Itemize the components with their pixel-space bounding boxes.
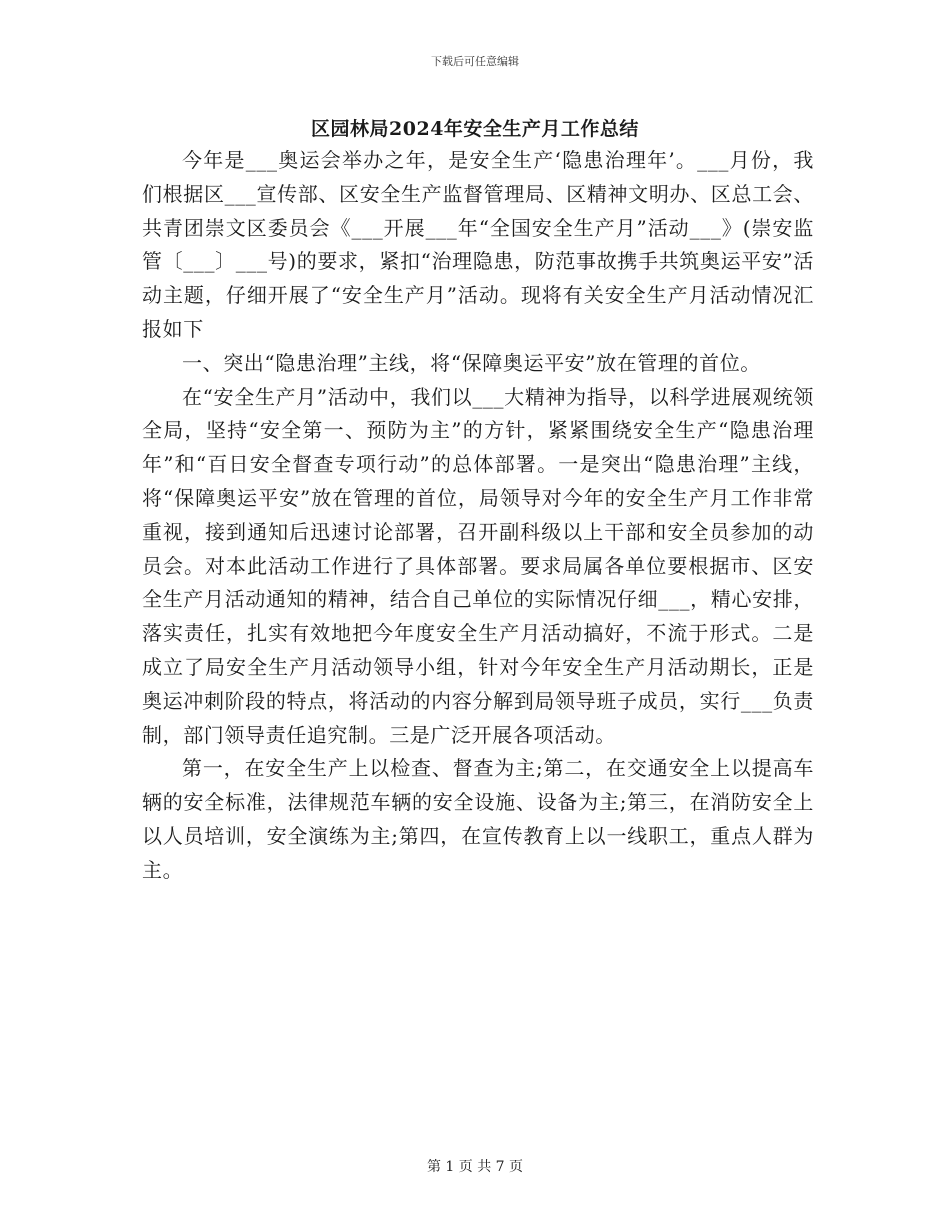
paragraph-section-heading: 一、突出“隐患治理”主线，将“保障奥运平安”放在管理的首位。 — [182, 350, 761, 375]
page-number: 第 1 页 共 7 页 — [426, 1159, 524, 1175]
paragraph-priorities: 第一，在安全生产上以检查、督查为主;第二，在交通安全上以提高车辆的安全标准，法律规范车辆的安全设施、设备为主;第三，在消防安全上以人员培训，安全演练为主;第四，在宣传教育上以一线职工，重点人群为主。 — [142, 756, 814, 882]
header-note: 下载后可任意编辑 — [431, 55, 519, 68]
paragraph-intro: 今年是___奥运会举办之年，是安全生产‘隐患治理年’。___月份，我们根据区___宣传部、区安全生产监督管理局、区精神文明办、区总工会、共青团崇文区委员会《___开展___年“全国安全生产月”活动___》(崇安监管〔___〕___号)的要求，紧扣“治理隐患，防范事故携手共筑奥运平安”活动主题，仔细开展了“安全生产月”活动。现将有关安全生产月活动情况汇报如下 — [142, 148, 814, 341]
document-title: 区园林局2024年安全生产月工作总结 — [311, 118, 639, 140]
paragraph-activities: 在“安全生产月”活动中，我们以___大精神为指导，以科学进展观统领全局，坚持“安全第一、预防为主”的方针，紧紧围绕安全生产“隐患治理年”和“百日安全督查专项行动”的总体部署。一是突出“隐患治理”主线，将“保障奥运平安”放在管理的首位，局领导对今年的安全生产月工作非常重视，接到通知后迅速讨论部署，召开副科级以上干部和安全员参加的动员会。对本此活动工作进行了具体部署。要求局属各单位要根据市、区安全生产月活动通知的精神，结合自己单位的实际情况仔细___，精心安排，落实责任，扎实有效地把今年度安全生产月活动搞好，不流于形式。二是成立了局安全生产月活动领导小组，针对今年安全生产月活动期长，正是奥运冲刺阶段的特点，将活动的内容分解到局领导班子成员，实行___负责制，部门领导责任追究制。三是广泛开展各项活动。 — [142, 384, 814, 747]
document-body — [142, 144, 814, 888]
